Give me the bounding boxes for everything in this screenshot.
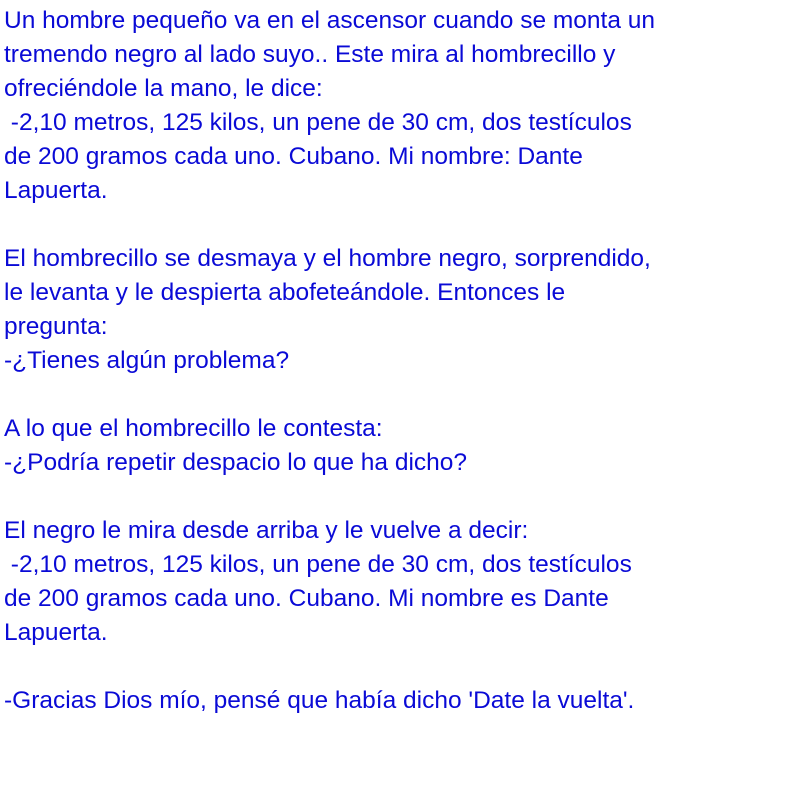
text-line: Lapuerta. [4,619,108,646]
paragraph-gap [4,480,793,514]
paragraph-intro [4,4,793,208]
paragraph-gap [4,208,793,242]
text-line: A lo que el hombrecillo le contesta: [4,415,383,442]
paragraph-gap [4,650,793,684]
text-line: de 200 gramos cada uno. Cubano. Mi nombre es Dante [4,585,609,612]
text-line: -2,10 metros, 125 kilos, un pene de 30 cm, dos testículos [4,109,632,136]
text-line: -Gracias Dios mío, pensé que había dicho 'Date la vuelta'. [4,687,635,714]
paragraph-gap [4,378,793,412]
paragraph-punchline [4,684,793,718]
text-line: -2,10 metros, 125 kilos, un pene de 30 cm, dos testículos [4,551,632,578]
text-line: de 200 gramos cada uno. Cubano. Mi nombre: Dante [4,143,583,170]
text-line: El hombrecillo se desmaya y el hombre negro, sorprendido, [4,245,651,272]
text-line: Un hombre pequeño va en el ascensor cuando se monta un [4,7,656,34]
joke-text [4,4,793,718]
paragraph-reply [4,412,793,480]
text-line: ofreciéndole la mano, le dice: [4,75,323,102]
paragraph-faint [4,242,793,378]
text-line: Lapuerta. [4,177,108,204]
text-line: pregunta: [4,313,108,340]
text-line: -¿Tienes algún problema? [4,347,290,374]
text-line: tremendo negro al lado suyo.. Este mira al hombrecillo y [4,41,616,68]
text-line: El negro le mira desde arriba y le vuelve a decir: [4,517,529,544]
text-line: le levanta y le despierta abofeteándole. Entonces le [4,279,566,306]
paragraph-repeat [4,514,793,650]
text-line: -¿Podría repetir despacio lo que ha dicho? [4,449,468,476]
